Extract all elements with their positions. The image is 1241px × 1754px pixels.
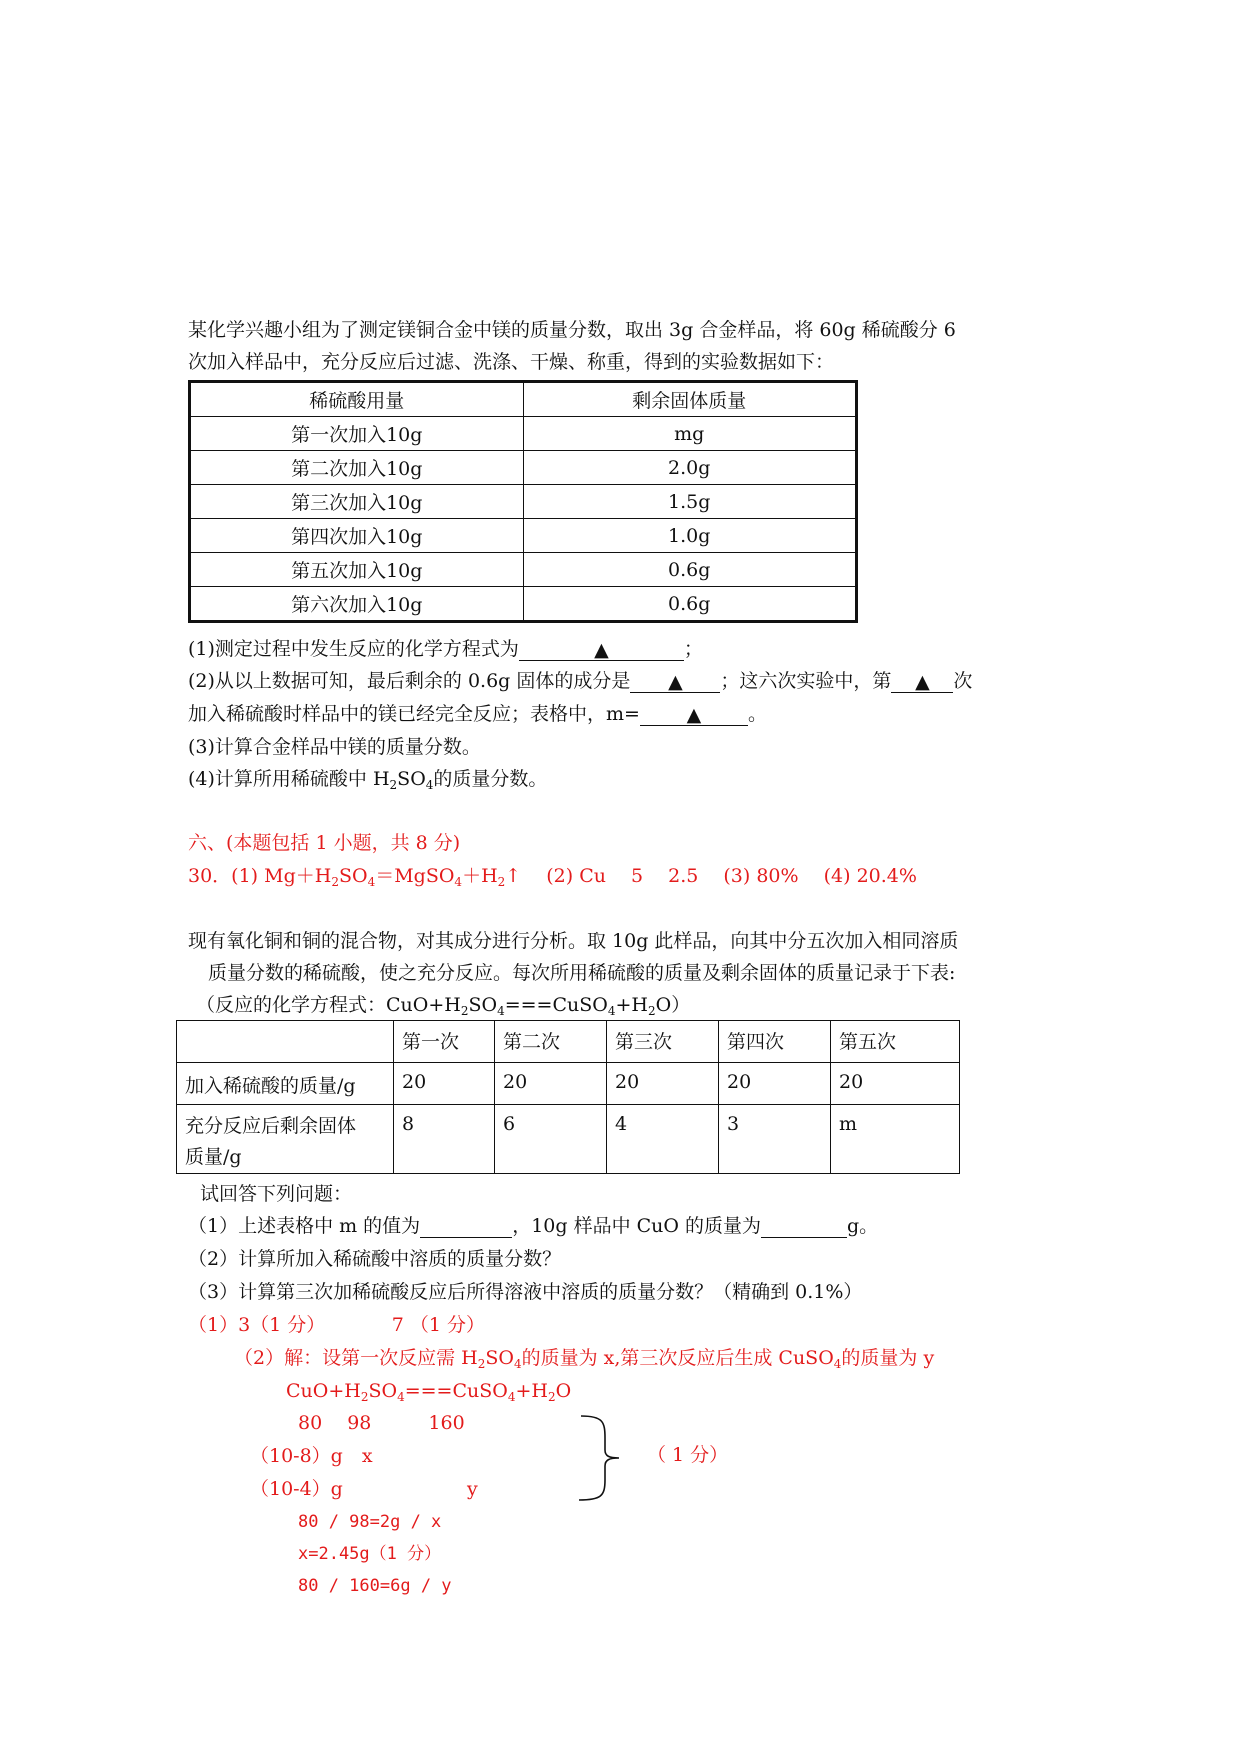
table-cell: 0.6g — [523, 587, 857, 622]
answer-blank — [630, 670, 720, 693]
q2-row-x: （10-8）g x — [250, 1445, 373, 1467]
table-cell: 第三次加入10g — [190, 485, 524, 519]
table-cell: 1.0g — [523, 519, 857, 553]
q2-part3: （3）计算第三次加稀硫酸反应后所得溶液中溶质的质量分数？（精确到 0.1%） — [188, 1281, 863, 1303]
answer-blank — [640, 703, 748, 726]
table-row — [190, 485, 857, 519]
q1-intro-line1: 某化学兴趣小组为了测定镁铜合金中镁的质量分数，取出 3g 合金样品，将 60g 稀硫酸分 6 — [188, 319, 956, 341]
q2-row-y-label: （10-4）g — [250, 1478, 343, 1500]
q1-part1: (1)测定过程中发生反应的化学方程式为 ▲ ； — [188, 638, 703, 661]
table-row — [177, 1105, 960, 1174]
q2-intro-line2: 质量分数的稀硫酸，使之充分反应。每次所用稀硫酸的质量及剩余固体的质量记录于下表: — [208, 962, 956, 984]
q2-intro-line1: 现有氧化铜和铜的混合物，对其成分进行分析。取 10g 此样品，向其中分五次加入相同溶质 — [188, 930, 959, 952]
q2-answer-2-setup: （2）解：设第一次反应需 $H_2SO_4$的质量为 x,第三次反应后生成 CuSO$_4$的质量为 y — [234, 1347, 935, 1371]
table-cell: m — [831, 1105, 960, 1174]
q1-part3: (3)计算合金样品中镁的质量分数。 — [188, 736, 481, 758]
table-cell: 20 — [719, 1063, 831, 1105]
q1-answer-heading: 六、(本题包括 1 小题，共 8 分) — [188, 832, 461, 854]
q2-prompt: 试回答下列问题： — [200, 1183, 353, 1205]
table-cell: 20 — [394, 1063, 495, 1105]
answer-blank — [891, 670, 953, 693]
table-row — [190, 587, 857, 622]
triangle-marker-icon: ▲ — [686, 704, 702, 726]
right-brace-icon — [575, 1412, 625, 1504]
q2-data-table — [176, 1020, 960, 1174]
table-row-label: 加入稀硫酸的质量/g — [177, 1063, 394, 1105]
table-cell: 0.6g — [523, 553, 857, 587]
table-row — [190, 451, 857, 485]
q2-part1: （1）上述表格中 m 的值为 ，10g 样品中 CuO 的质量为 g。 — [188, 1215, 879, 1237]
table-cell: 6 — [495, 1105, 607, 1174]
q1-part4: (4)计算所用稀硫酸中 $H_2SO_4$的质量分数。 — [188, 768, 548, 792]
triangle-marker-icon: ▲ — [668, 671, 683, 693]
table-cell: mg — [523, 417, 857, 451]
q2-molar-mass-row: 80 98 160 — [298, 1412, 465, 1434]
q2-part2: （2）计算所加入稀硫酸中溶质的质量分数？ — [188, 1248, 562, 1270]
answer-blank — [420, 1215, 512, 1238]
q2-answer-1: （1）3（1 分） 7 （1 分） — [188, 1314, 486, 1336]
q2-calc-1: 80 / 98=2g / x — [298, 1512, 442, 1532]
q2-answer-equation: $CuO+H_2SO_4===CuSO_4+H_2O$ — [286, 1380, 572, 1404]
table-cell: 第六次加入10g — [190, 587, 524, 622]
table-header-cell: 稀硫酸用量 — [190, 382, 524, 417]
q1-part2-line2: 加入稀硫酸时样品中的镁已经完全反应；表格中，m= ▲ 。 — [188, 703, 767, 726]
table-cell: 2.0g — [523, 451, 857, 485]
table-cell: 4 — [607, 1105, 719, 1174]
table-row — [190, 519, 857, 553]
table-header-row — [190, 382, 857, 417]
table-header-cell: 第五次 — [831, 1021, 960, 1063]
table-header-cell — [177, 1021, 394, 1063]
table-row — [177, 1063, 960, 1105]
answer-blank — [761, 1215, 847, 1238]
answer-blank — [519, 638, 684, 661]
table-cell: 20 — [495, 1063, 607, 1105]
table-header-cell: 第四次 — [719, 1021, 831, 1063]
table-header-cell: 第三次 — [607, 1021, 719, 1063]
triangle-marker-icon: ▲ — [915, 671, 930, 693]
table-header-row — [177, 1021, 960, 1063]
q2-calc-2: x=2.45g（1 分） — [298, 1544, 442, 1564]
table-cell: 第五次加入10g — [190, 553, 524, 587]
table-cell: 第二次加入10g — [190, 451, 524, 485]
table-row — [190, 553, 857, 587]
table-cell: 第一次加入10g — [190, 417, 524, 451]
table-cell: 8 — [394, 1105, 495, 1174]
q2-reaction-equation: （反应的化学方程式：$CuO+H_2SO_4===CuSO_4+H_2O$） — [196, 994, 691, 1018]
table-header-cell: 剩余固体质量 — [523, 382, 857, 417]
q1-intro-line2: 次加入样品中，充分反应后过滤、洗涤、干燥、称重，得到的实验数据如下： — [188, 351, 835, 373]
table-row-label: 充分反应后剩余固体 质量/g — [177, 1105, 394, 1174]
triangle-marker-icon: ▲ — [594, 639, 609, 661]
table-header-cell: 第二次 — [495, 1021, 607, 1063]
q2-row-y-var: y — [467, 1478, 478, 1500]
table-cell: 第四次加入10g — [190, 519, 524, 553]
table-row — [190, 417, 857, 451]
table-cell: 1.5g — [523, 485, 857, 519]
table-cell: 3 — [719, 1105, 831, 1174]
q2-calc-3: 80 / 160=6g / y — [298, 1576, 452, 1596]
q1-data-table — [188, 380, 858, 623]
table-cell: 20 — [607, 1063, 719, 1105]
q1-answer-line: 30．(1) $Mg+H_2SO_4=MgSO_4+H_2↑$ (2) Cu 5 2.5 (3) 80% (4) 20.4% — [188, 865, 917, 889]
q2-brace-score: （ 1 分） — [647, 1444, 729, 1466]
table-header-cell: 第一次 — [394, 1021, 495, 1063]
q1-part2-line1: (2)从以上数据可知，最后剩余的 0.6g 固体的成分是 ▲ ；这六次实验中，第 ▲ 次 — [188, 670, 973, 693]
table-cell: 20 — [831, 1063, 960, 1105]
